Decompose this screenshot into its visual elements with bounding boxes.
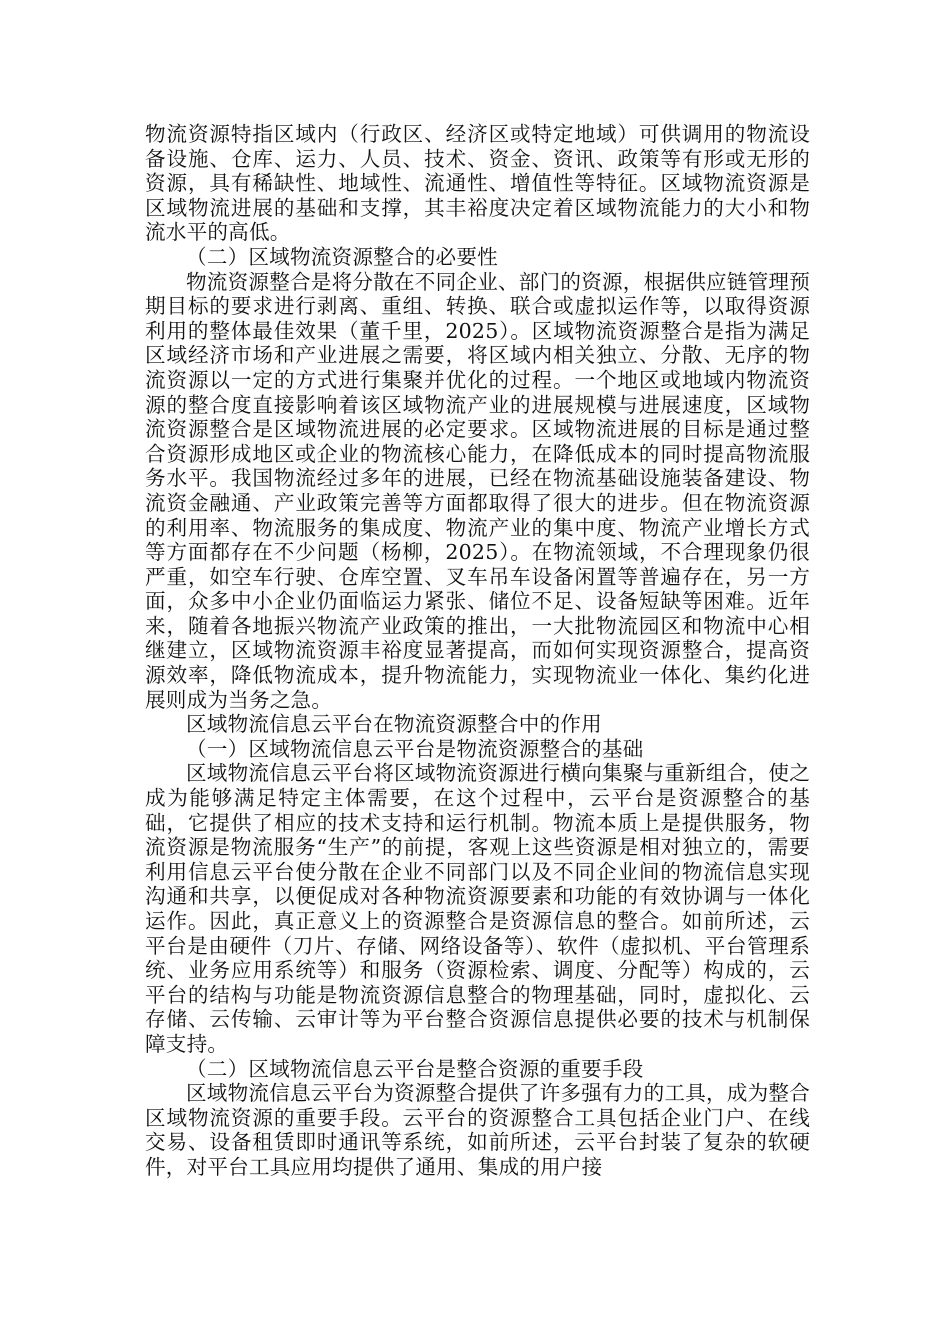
paragraph-resource-definition: 物流资源特指区域内（行政区、经济区或特定地域）可供调用的物流设备设施、仓库、运力、人员、技术、资金、资讯、政策等有形或无形的资源，具有稀缺性、地域性、流通性、增值性等特征。区域物流资源是区域物流进展的基础和支撑，其丰裕度决定着区域物流能力的大小和物流水平的高低。: [145, 122, 810, 245]
section-heading-necessity: （二）区域物流资源整合的必要性: [186, 244, 498, 269]
paragraph-cloud-foundation: 区域物流信息云平台将区域物流资源进行横向集聚与重新组合，使之成为能够满足特定主体需要，在这个过程中，云平台是资源整合的基础，它提供了相应的技术支持和运行机制。物流本质上是提供服务，物流资源是物流服务“生产”的前提，客观上这些资源是相对独立的，需要利用信息云平台使分散在企业不同部门以及不同企业间的物流信息实现沟通和共享，以便促成对各种物流资源要素和功能的有效协调与一体化运作。因此，真正意义上的资源整合是资源信息的整合。如前所述，云平台是由硬件（刀片、存储、网络设备等）、软件（虚拟机、平台管理系统、业务应用系统等）和服务（资源检索、调度、分配等）构成的，云平台的结构与功能是物流资源信息整合的物理基础，同时，虚拟化、云存储、云传输、云审计等为平台整合资源信息提供必要的技术与机制保障支持。: [145, 761, 810, 1056]
paragraph-integration-necessity: 物流资源整合是将分散在不同企业、部门的资源，根据供应链管理预期目标的要求进行剥离、重组、转换、联合或虚拟运作等，以取得资源利用的整体最佳效果（董千里，2025）。区域物流资源整合是指为满足区域经济市场和产业进展之需要，将区域内相关独立、分散、无序的物流资源以一定的方式进行集聚并优化的过程。一个地区或地域内物流资源的整合度直接影响着该区域物流产业的进展规模与进展速度，区域物流资源整合是区域物流进展的必定要求。区域物流进展的目标是通过整合资源形成地区或企业的物流核心能力，在降低成本的同时提高物流服务水平。我国物流经过多年的进展，已经在物流基础设施装备建设、物流资金融通、产业政策完善等方面都取得了很大的进步。但在物流资源的利用率、物流服务的集成度、物流产业的集中度、物流产业增长方式等方面都存在不少问题（杨柳，2025）。在物流领域，不合理现象仍很严重，如空车行驶、仓库空置、叉车吊车设备闲置等普遍存在，另一方面，众多中小企业仍面临运力紧张、储位不足、设备短缺等困难。近年来，随着各地振兴物流产业政策的推出，一大批物流园区和物流中心相继建立，区域物流资源丰裕度显著提高，而如何实现资源整合，提高资源效率，降低物流成本，提升物流能力，实现物流业一体化、集约化进展则成为当务之急。: [145, 269, 810, 712]
subsection-heading-means: （二）区域物流信息云平台是整合资源的重要手段: [186, 1056, 644, 1081]
paragraph-cloud-means: 区域物流信息云平台为资源整合提供了许多强有力的工具，成为整合区域物流资源的重要手段。云平台的资源整合工具包括企业门户、在线交易、设备租赁即时通讯等系统，如前所述，云平台封装了复杂的软硬件，对平台工具应用均提供了通用、集成的用户接: [145, 1081, 810, 1179]
subsection-heading-foundation: （一）区域物流信息云平台是物流资源整合的基础: [186, 736, 644, 761]
section-heading-cloud-role: 区域物流信息云平台在物流资源整合中的作用: [186, 712, 602, 737]
document-page: [145, 122, 810, 1180]
